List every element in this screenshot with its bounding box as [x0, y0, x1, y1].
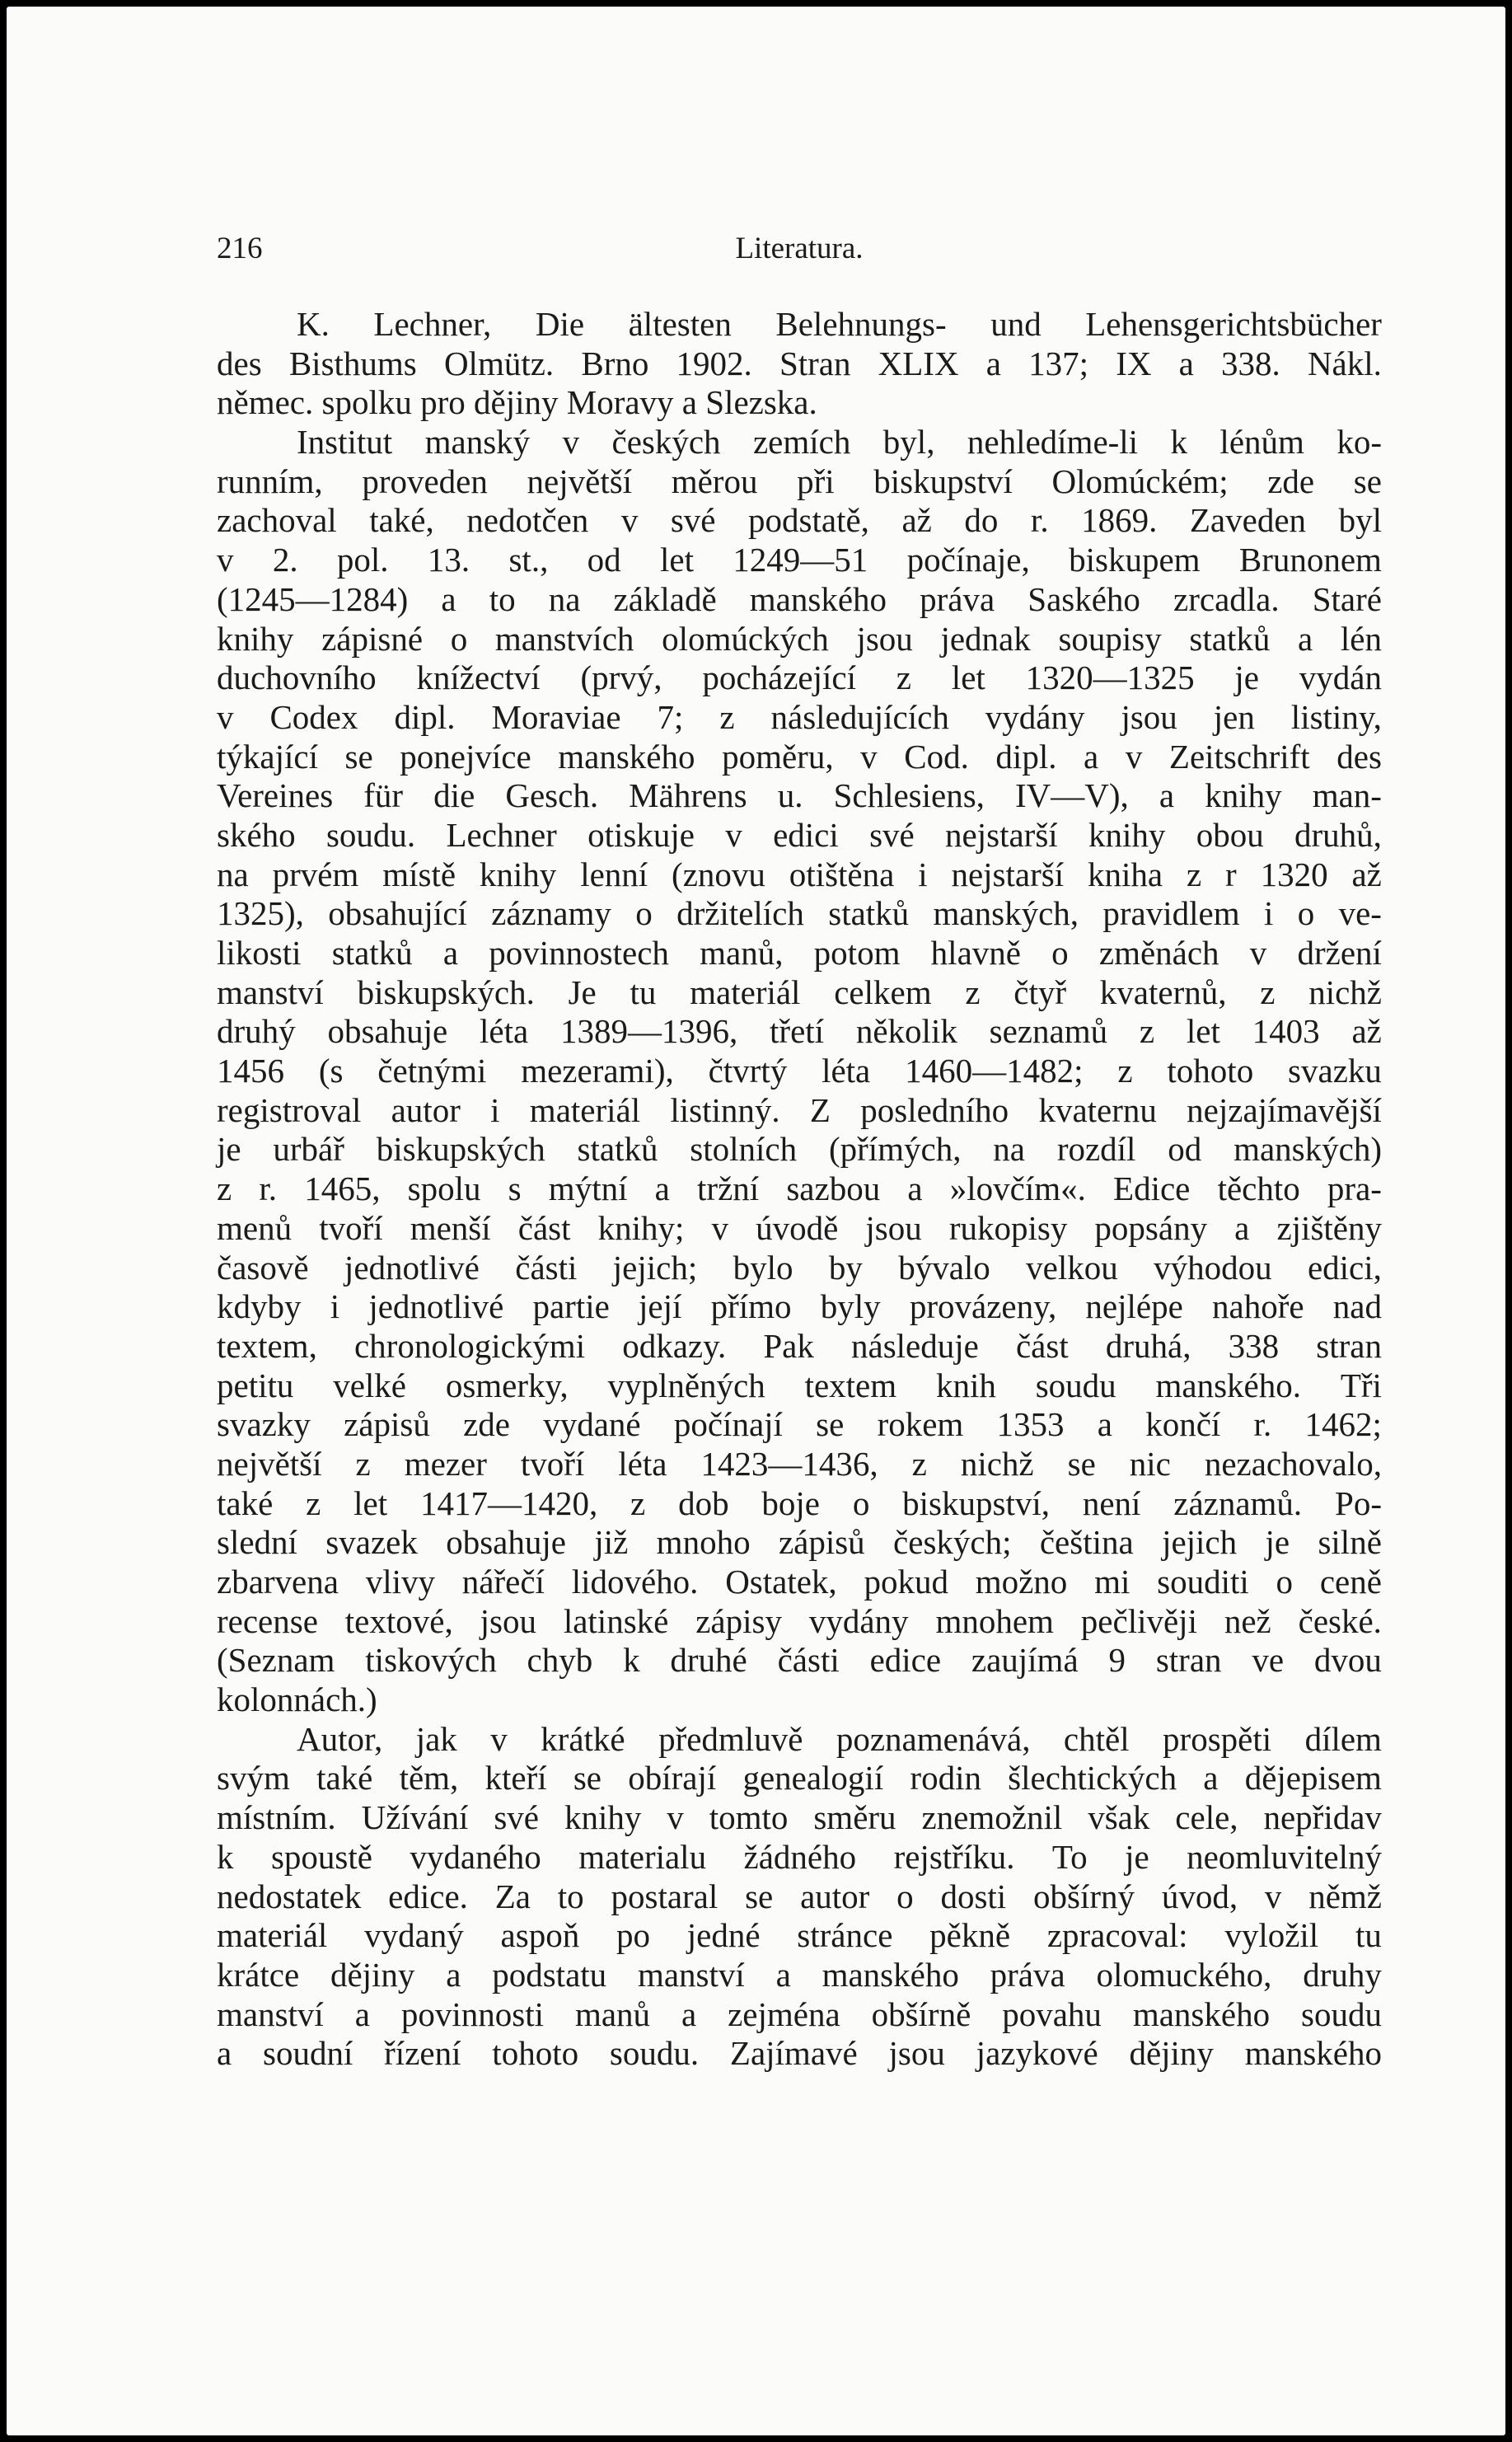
text-line: je urbář biskupských statků stolních (přímých, na rozdíl od manských): [217, 1130, 1382, 1169]
text-line: svazky zápisů zde vydané počínají se rokem 1353 a končí r. 1462;: [217, 1405, 1382, 1444]
text-line: likosti statků a povinnostech manů, potom hlavně o změnách v držení: [217, 934, 1382, 972]
text-line: registroval autor i materiál listinný. Z posledního kvaternu nejzajímavější: [217, 1090, 1382, 1129]
text-line: zbarvena vlivy nářečí lidového. Ostatek, pokud možno mi souditi o ceně: [217, 1563, 1382, 1601]
text-line: manství biskupských. Je tu materiál celkem z čtyř kvaternů, z nichž: [217, 973, 1382, 1011]
text-line: menů tvoří menší část knihy; v úvodě jsou rukopisy popsány a zjištěny: [217, 1208, 1382, 1247]
text-line: největší z mezer tvoří léta 1423—1436, z nichž se nic nezachovalo,: [217, 1444, 1382, 1483]
text-line: knihy zápisné o manstvích olomúckých jsou jednak soupisy statků a lén: [217, 619, 1382, 658]
text-line: z r. 1465, spolu s mýtní a tržní sazbou a »lovčím«. Edice těchto pra-: [217, 1169, 1382, 1208]
text-line: místním. Užívání své knihy v tomto směru znemožnil však cele, nepřidav: [217, 1798, 1382, 1837]
text-line: kdyby i jednotlivé partie její přímo byly provázeny, nejlépe nahoře nad: [217, 1287, 1382, 1326]
text-line: a soudní řízení tohoto soudu. Zajímavé jsou jazykové dějiny manského: [217, 2034, 1382, 2073]
text-line: manství a povinnosti manů a zejména obšírně povahu manského soudu: [217, 1994, 1382, 2033]
text-line: zachoval také, nedotčen v své podstatě, až do r. 1869. Zaveden byl: [217, 501, 1382, 540]
text-line: týkající se ponejvíce manského poměru, v Cod. dipl. a v Zeitschrift des: [217, 737, 1382, 776]
text-line: des Bisthums Olmütz. Brno 1902. Stran XLIX a 137; IX a 338. Nákl.: [217, 344, 1382, 382]
text-line: (Seznam tiskových chyb k druhé části edice zaujímá 9 stran ve dvou: [217, 1641, 1382, 1680]
page-number: 216: [217, 232, 263, 265]
text-line: 1456 (s četnými mezerami), čtvrtý léta 1460—1482; z tohoto svazku: [217, 1052, 1382, 1090]
text-line: petitu velké osmerky, vyplněných textem knih soudu manského. Tři: [217, 1366, 1382, 1404]
text-line: slední svazek obsahuje již mnoho zápisů českých; čeština jejich je silně: [217, 1523, 1382, 1562]
text-line: Autor, jak v krátké předmluvě poznamenává, chtěl prospěti dílem: [297, 1719, 1382, 1758]
text-line: (1245—1284) a to na základě manského práva Saského zrcadla. Staré: [217, 579, 1382, 618]
text-line: K. Lechner, Die ältesten Belehnungs- und Lehensgerichtsbücher: [297, 305, 1382, 343]
text-line: v Codex dipl. Moraviae 7; z následujících vydány jsou jen listiny,: [217, 697, 1382, 736]
text-line: časově jednotlivé části jejich; bylo by bývalo velkou výhodou edici,: [217, 1248, 1382, 1287]
book-page: [7, 7, 1505, 2435]
text-line: Vereines für die Gesch. Mährens u. Schlesiens, IV—V), a knihy man-: [217, 776, 1382, 815]
body-text: [217, 305, 1382, 2074]
text-line: na prvém místě knihy lenní (znovu otištěna i nejstarší kniha z r 1320 až: [217, 855, 1382, 893]
text-line: duchovního knížectví (prvý, pocházející z let 1320—1325 je vydán: [217, 659, 1382, 697]
text-line: nedostatek edice. Za to postaral se autor o dosti obšírný úvod, v němž: [217, 1877, 1382, 1915]
text-line: v 2. pol. 13. st., od let 1249—51 počínaje, biskupem Brunonem: [217, 541, 1382, 579]
text-line: krátce dějiny a podstatu manství a manského práva olomuckého, druhy: [217, 1955, 1382, 1994]
text-line: kolonnách.): [217, 1680, 377, 1719]
text-line: 1325), obsahující záznamy o držitelích statků manských, pravidlem i o ve-: [217, 894, 1382, 933]
text-line: ského soudu. Lechner otiskuje v edici své nejstarší knihy obou druhů,: [217, 815, 1382, 854]
text-line: k spoustě vydaného materialu žádného rejstříku. To je neomluvitelný: [217, 1837, 1382, 1876]
text-line: recense textové, jsou latinské zápisy vydány mnohem pečlivěji než české.: [217, 1601, 1382, 1640]
running-head: Literatura.: [735, 232, 864, 265]
text-line: Institut manský v českých zemích byl, nehledíme-li k lénům ko-: [297, 423, 1382, 462]
text-line: svým také těm, kteří se obírají genealogií rodin šlechtických a dějepisem: [217, 1759, 1382, 1798]
text-line: materiál vydaný aspoň po jedné stránce pěkně zpracoval: vyložil tu: [217, 1916, 1382, 1955]
text-line: němec. spolku pro dějiny Moravy a Slezska.: [217, 383, 817, 422]
text-line: také z let 1417—1420, z dob boje o biskupství, není záznamů. Po-: [217, 1483, 1382, 1522]
text-line: runním, proveden největší měrou při biskupství Olomúckém; zde se: [217, 462, 1382, 500]
text-line: textem, chronologickými odkazy. Pak následuje část druhá, 338 stran: [217, 1326, 1382, 1365]
page-header: [217, 231, 1382, 280]
text-line: druhý obsahuje léta 1389—1396, třetí několik seznamů z let 1403 až: [217, 1012, 1382, 1051]
